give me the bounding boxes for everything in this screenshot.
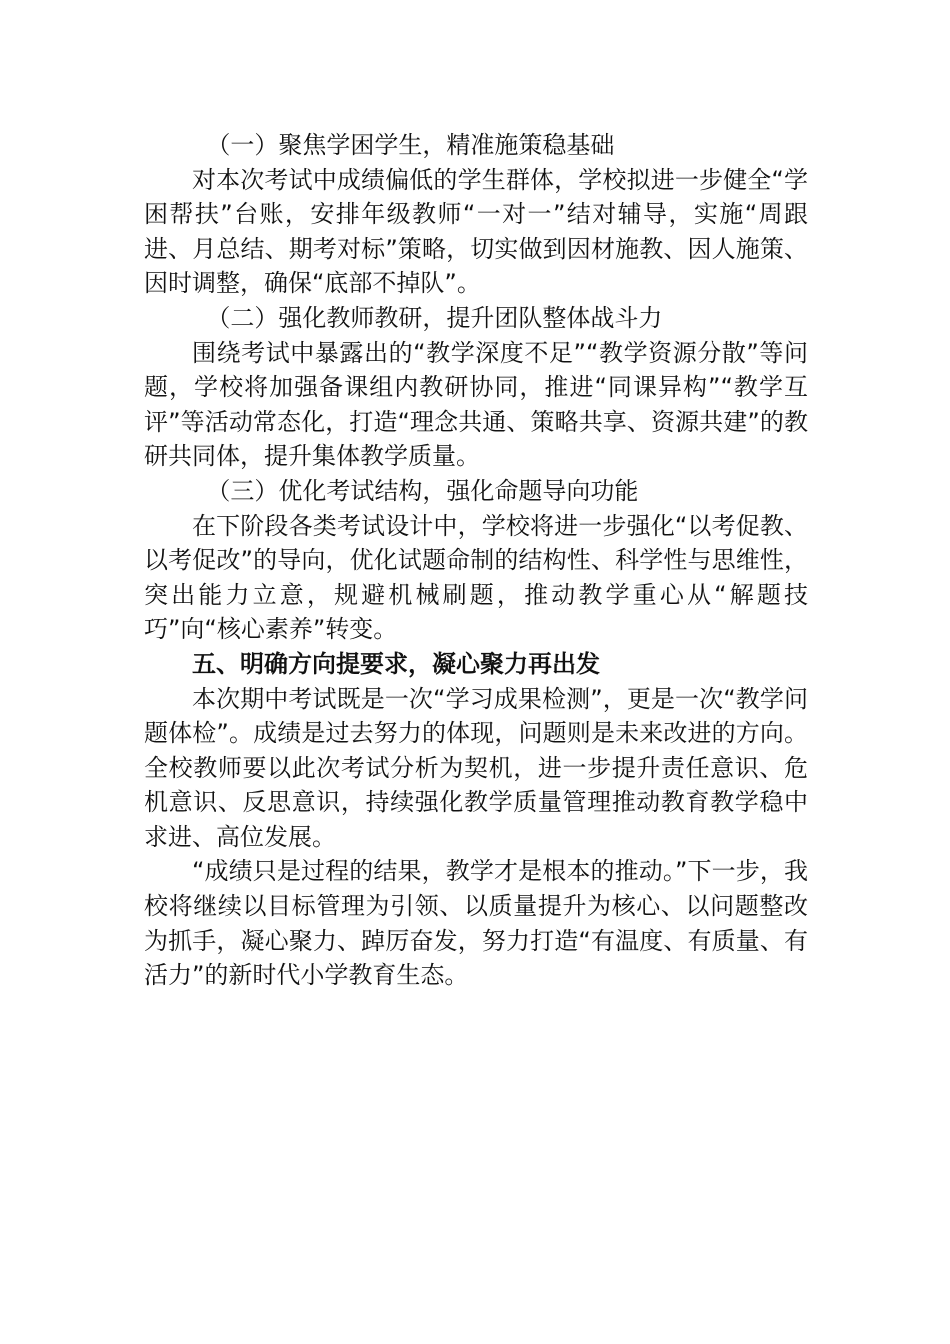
section-1-heading: （一）聚焦学困学生，精准施策稳基础 (206, 131, 615, 159)
section-3-heading: （三）优化考试结构，强化命题导向功能 (206, 476, 639, 505)
document-body (144, 128, 808, 993)
section-2-heading: （二）强化教师教研，提升团队整体战斗力 (206, 303, 663, 332)
chapter-5-paragraph-2: “成绩只是过程的结果，教学才是根本的推动。”下一步，我校将继续以目标管理为引领、以质量提升为核心、以问题整改为抓手，凝心聚力、踔厉奋发，努力打造“有温度、有质量、有活力”的新时代小学教育生态。 (144, 857, 808, 990)
chapter-5-paragraph-1: 本次期中考试既是一次“学习成果检测”，更是一次“教学问题体检”。成绩是过去努力的体现，问题则是未来改进的方向。全校教师要以此次考试分析为契机，进一步提升责任意识、危机意识、反思意识，持续强化教学质量管理推动教育教学稳中求进、高位发展。 (144, 684, 808, 851)
section-2-paragraph: 围绕考试中暴露出的“教学深度不足”“教学资源分散”等问题，学校将加强备课组内教研协同，推进“同课异构”“教学互评”等活动常态化，打造“理念共通、策略共享、资源共建”的教研共同体，提升集体教学质量。 (144, 338, 808, 471)
section-1-paragraph: 对本次考试中成绩偏低的学生群体，学校拟进一步健全“学困帮扶”台账，安排年级教师“一对一”结对辅导，实施“周跟进、月总结、期考对标”策略，切实做到因材施教、因人施策、因时调整，确保“底部不掉队”。 (144, 165, 808, 298)
chapter-5-heading: 五、明确方向提要求，凝心聚力再出发 (192, 649, 600, 678)
section-3-paragraph: 在下阶段各类考试设计中，学校将进一步强化“以考促教、以考促改”的导向，优化试题命制的结构性、科学性与思维性，突出能力立意，规避机械刷题，推动教学重心从“解题技巧”向“核心素养”转变。 (144, 511, 808, 644)
